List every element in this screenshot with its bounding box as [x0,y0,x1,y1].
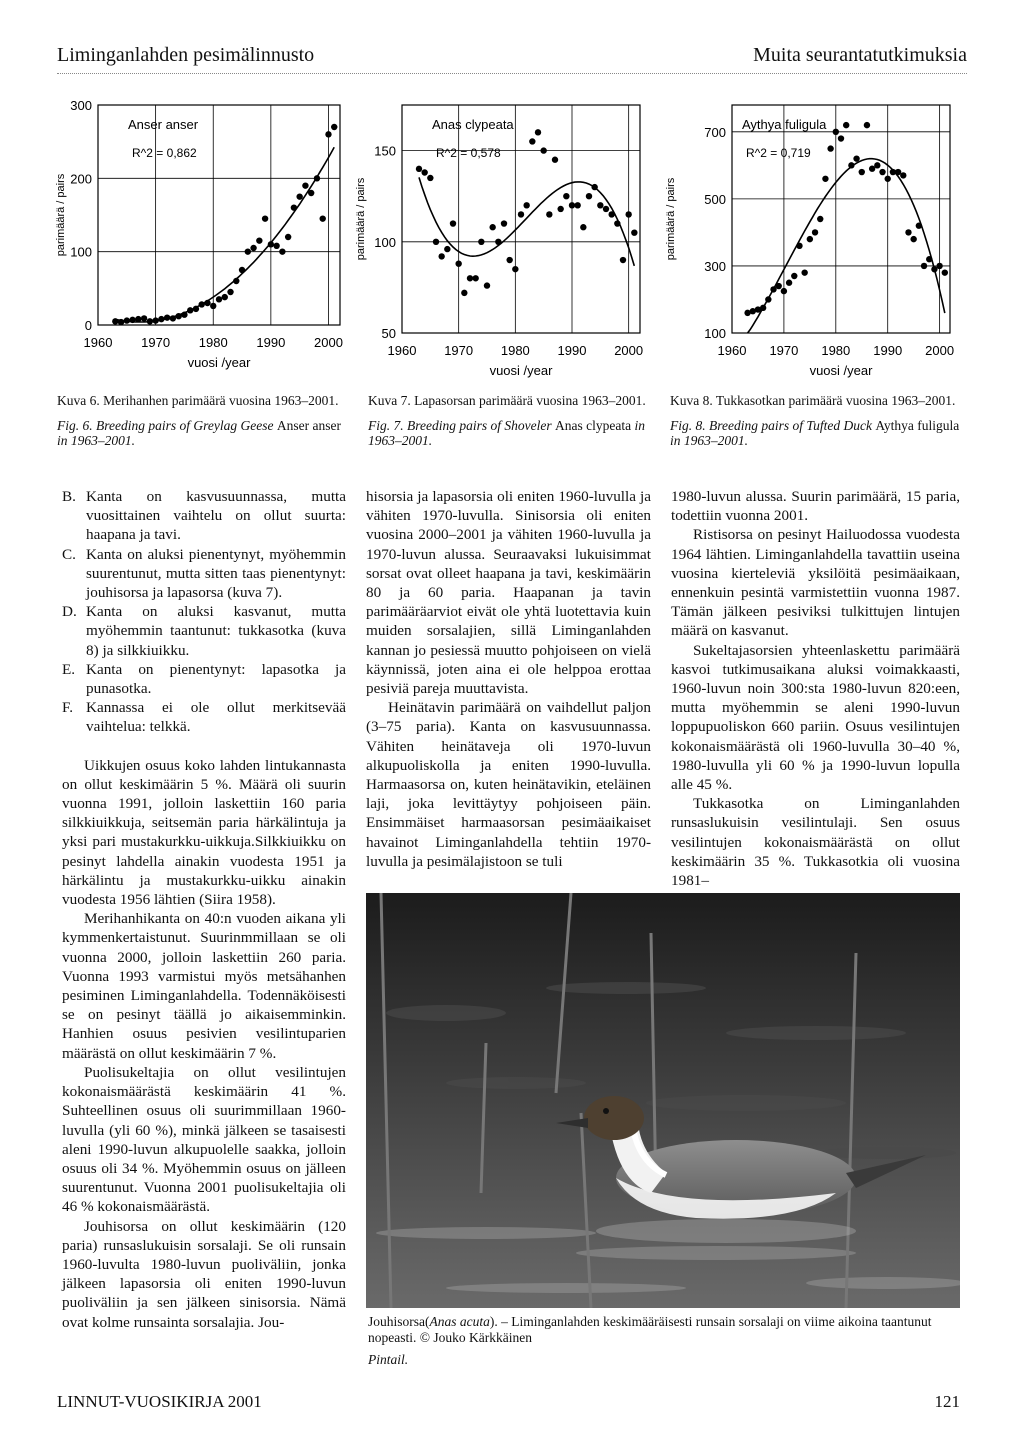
data-point [529,138,535,144]
caption-fi: Kuva 8. Tukkasotkan parimäärä vuosina 1963–2001. [670,393,956,408]
data-point [910,236,916,242]
data-point [580,224,586,230]
data-point [199,301,205,307]
y-tick-label: 0 [84,318,92,333]
photo-caption-species: Anas acuta [429,1314,490,1329]
data-point [540,147,546,153]
data-point [302,182,308,188]
data-point [765,296,771,302]
data-point [245,248,251,254]
y-tick-label: 150 [374,143,396,159]
paragraph: Tukkasotka on Liminganlahden runsaslukuisin vesilintulaji. Sen osuus vesilintujen kokonaismäärästä on ollut keskimäärin 35 %. Tukkasotkia oli vuosina 1981– [671,795,960,890]
list-text: Kannassa ei ole ollut merkitsevää vaihtelua: telkkä. [86,699,346,736]
caption-en [57,418,347,448]
caption-fi: Kuva 7. Lapasorsan parimäärä vuosina 1963–2001. [368,393,646,408]
data-point [791,273,797,279]
data-point [129,317,135,323]
data-point [233,278,239,284]
data-point [141,315,147,321]
x-tick-label: 2000 [614,343,644,358]
data-point [187,307,193,313]
x-tick-label: 2000 [925,343,955,358]
list-text: Kanta on kasvusuunnassa, mutta vuosittainen vaihtelu on ollut suurta: haapana ja tavi. [86,488,346,544]
data-point [438,253,444,259]
chart-svg [350,95,650,380]
caption-en-species: Anser anser [276,418,341,433]
data-point [833,129,839,135]
caption-en [670,418,960,448]
x-axis-label: vuosi /year [809,363,873,378]
data-point [320,215,326,221]
caption-en-species: Anas clypeata [554,418,632,433]
pintail-photo [366,893,960,1308]
data-point [586,193,592,199]
photo-caption-fi [368,1314,962,1346]
paragraph: Uikkujen osuus koko lahden lintukannasta on ollut keskimäärin 5 %. Määrä oli suurin vuonna 1991, jolloin laskettiin 160 paria silkkiuikkuja, seitsemän paria härkälintuja ja yksi pari mustakurkku-uikkuja.Silkkiuikku on pesinyt lahdella ainakin vuodesta 1951 ja härkälintu ja mustakurkku-uikku ainakin vuodesta 1956 lähtien (Siira 1958). [62,756,346,909]
list-letter: E. [62,660,76,678]
caption-en-suffix: in 1963–2001. [368,418,645,448]
photo-caption-suffix: ). – Liminganlahden keskimääräisesti runsain sorsalaji on viime aikoina taantunut nopeasti. © Jouko Kärkkäinen [368,1314,932,1345]
data-point [495,239,501,245]
caption-en-suffix: in 1963–2001. [57,433,136,448]
caption-en-prefix: Fig. 8. Breeding pairs of Tufted Duck [670,418,872,433]
list-text: Kanta on aluksi kasvanut, mutta myöhemmin taantunut: tukkasotka (kuva 8) ja silkkiuikku. [86,603,346,659]
data-point [916,223,922,229]
y-tick-label: 200 [70,171,92,187]
data-point [569,202,575,208]
x-axis-label: vuosi /year [187,355,251,370]
data-point [921,263,927,269]
data-point [546,211,552,217]
figure-caption-7 [368,393,653,458]
x-tick-label: 1970 [444,343,474,358]
r-squared-label: R^2 = 0,578 [436,146,501,160]
chart-greylag [50,95,350,380]
data-point [285,234,291,240]
page-number: 121 [934,1392,960,1411]
x-tick-label: 1970 [769,343,799,358]
data-point [905,229,911,235]
list-item [62,602,346,660]
data-point [900,172,906,178]
species-label: Aythya fuligula [742,117,827,132]
trend-category-list [62,487,346,737]
data-point [427,175,433,181]
caption-en-prefix: Fig. 7. Breeding pairs of Shoveler [368,418,552,433]
x-tick-label: 1960 [717,343,747,358]
x-tick-label: 1980 [821,343,851,358]
data-point [518,211,524,217]
data-point [620,257,626,263]
data-point [222,294,228,300]
list-item [62,487,346,545]
paragraph: Jouhisorsa on ollut keskimäärin (120 paria) runsaslukuisin sorsalaji. Se oli runsain 1960-luvulta 1980-luvun puoliväliin, jonka jälkeen lapasorsia oli eniten 1990-luvun puoliväliin ja sen jälkeen sinisorsia. Nämä ovat kolme runsainta sorsalajia. Jou- [62,1217,346,1331]
data-point [781,288,787,294]
photo-caption-en: Pintail. [368,1352,409,1367]
list-letter: B. [62,488,76,505]
data-point [450,220,456,226]
x-tick-label: 1960 [83,335,113,350]
data-point [936,263,942,269]
data-point [801,269,807,275]
y-tick-label: 500 [704,191,726,207]
data-point [614,220,620,226]
data-point [812,229,818,235]
data-point [760,305,766,311]
data-point [864,122,870,128]
paragraph: 1980-luvun alussa. Suurin parimäärä, 15 paria, todettiin vuonna 2001. [671,488,960,525]
data-point [444,246,450,252]
plot-frame [402,105,640,333]
paragraph: Ristisorsa on pesinyt Hailuodossa vuodesta 1964 lähtien. Liminganlahdella tavattiin useina vuosina kierteleviä yksilöitä pesimäaikaan, ennenkuin pesintä varmistettiin vuonna 1987. Tämän jälkeen pesiviksi tulkittujen lintujen määrä on kasvanut. [671,526,960,640]
data-point [193,306,199,312]
data-point [135,316,141,322]
data-point [416,166,422,172]
x-tick-label: 1980 [198,335,228,350]
data-point [291,204,297,210]
data-point [552,157,558,163]
data-point [250,245,256,251]
data-point [478,239,484,245]
data-point [563,193,569,199]
figure-caption-6 [57,393,347,458]
data-point [308,190,314,196]
x-tick-label: 1990 [557,343,587,358]
data-point [170,315,176,321]
x-axis-label: vuosi /year [489,363,553,378]
data-point [838,135,844,141]
x-tick-label: 1990 [873,343,903,358]
data-point [175,313,181,319]
y-tick-label: 700 [704,124,726,140]
data-point [591,184,597,190]
data-point [776,283,782,289]
chart-tufted-duck [660,95,960,380]
data-point [625,211,631,217]
y-tick-label: 100 [704,326,726,341]
list-letter: F. [62,699,74,717]
data-point [273,243,279,249]
data-point [807,236,813,242]
data-point [557,206,563,212]
data-point [817,216,823,222]
chart-shoveler [350,95,650,380]
paragraph: Merihanhikanta on 40:n vuoden aikana yli kymmenkertaistunut. Suurinmmillaan se oli vuonna 2000, jolloin laskettiin 260 paria. Vuonna 1993 varmistui myös metsähanhen pesiminen Liminganlahdella. Todennäköisesti se on pesinyt täällä jo aikaisemminkin. Hanhien osuus pesivien vesilintuparien määrästä on ollut keskimäärin 7 %. [62,910,346,1062]
caption-fi: Kuva 6. Merihanhen parimäärä vuosina 1963–2001. [57,393,339,408]
data-point [158,316,164,322]
data-point [112,318,118,324]
caption-en-species: Aythya fuligula [875,418,960,433]
list-item [62,698,346,736]
y-axis-label: parimäärä / pairs [665,177,677,261]
chart-svg [50,95,350,380]
photo-caption-prefix: Jouhisorsa( [368,1314,430,1329]
list-item [62,545,346,603]
photo-caption [368,1314,962,1374]
list-text: Kanta on aluksi pienentynyt, myöhemmin suurentunut, mutta sitten taas pienentynyt: jouhisorsa ja lapasorsa (kuva 7). [86,545,346,602]
data-point [574,202,580,208]
data-point [239,267,245,273]
data-point [210,303,216,309]
data-point [331,124,337,130]
data-point [279,248,285,254]
chart-svg [660,95,960,380]
data-point [848,162,854,168]
data-point [152,317,158,323]
text-column-2 [366,487,651,871]
caption-en [368,418,653,448]
species-label: Anser anser [128,117,199,132]
data-point [506,257,512,263]
list-text: Kanta on pienentynyt: lapasotka ja punasotka. [86,660,346,698]
r-squared-label: R^2 = 0,719 [746,146,811,160]
y-axis-label: parimäärä / pairs [355,177,367,261]
y-tick-label: 50 [381,326,396,341]
x-tick-label: 2000 [314,335,343,350]
data-point [874,162,880,168]
species-label: Anas clypeata [432,117,514,132]
y-tick-label: 300 [704,258,726,274]
data-point [597,202,603,208]
plot-frame [98,105,340,325]
data-point [124,317,130,323]
data-point [827,145,833,151]
data-point [879,169,885,175]
x-tick-label: 1970 [141,335,171,350]
data-point [461,290,467,296]
data-point [853,155,859,161]
header-left: Liminganlahden pesimälinnusto [57,44,315,66]
data-point [859,169,865,175]
pintail-photo-illustration [366,893,960,1308]
header-right: Muita seurantatutkimuksia [753,44,967,66]
data-point [484,282,490,288]
y-tick-label: 300 [70,98,92,113]
list-letter: D. [62,603,77,621]
running-header [57,40,967,74]
x-tick-label: 1960 [387,343,417,358]
data-point [433,239,439,245]
data-point [523,202,529,208]
data-point [489,224,495,230]
data-point [204,300,210,306]
data-point [501,220,507,226]
data-point [786,280,792,286]
y-tick-label: 100 [70,244,92,260]
data-point [926,256,932,262]
data-point [256,237,262,243]
data-point [314,175,320,181]
data-point [421,169,427,175]
text-column-1 [62,487,346,1332]
data-point [472,275,478,281]
data-point [296,193,302,199]
caption-en-prefix: Fig. 6. Breeding pairs of Greylag Geese [57,418,274,433]
data-point [216,296,222,302]
data-point [885,176,891,182]
data-point [268,241,274,247]
data-point [603,206,609,212]
paragraph: Sukeltajasorsien yhteenlaskettu parimäärä kasvoi tutkimusaikana aluksi voimakkaasti, 1960-luvun noin 300:sta 1980-luvun 820:een, mutta myöhemmin se aleni 1990-luvun loppupuoliskon 660 pariin. Osuus vesilintujen kokonaismäärästä oli 1960-luvulla 30–40 %, 1980-luvulla yli 60 % ja 1990-luvun lopulla alle 45 %. [671,641,960,794]
data-point [535,129,541,135]
text-column-3 [671,487,960,890]
trend-curve [748,159,945,333]
footer-publication: LINNUT-VUOSIKIRJA 2001 [57,1392,262,1411]
data-point [455,260,461,266]
data-point [467,275,473,281]
list-letter: C. [62,545,76,563]
data-point [118,319,124,325]
data-point [796,243,802,249]
figure-caption-8 [670,393,960,458]
y-axis-label: parimäärä / pairs [55,173,67,257]
x-tick-label: 1980 [500,343,530,358]
data-point [942,269,948,275]
data-point [325,131,331,137]
data-point [262,215,268,221]
data-point [512,266,518,272]
data-point [608,211,614,217]
data-point [147,318,153,324]
paragraph: Puolisukeltajia on ollut vesilintujen kokonaismäärästä keskimäärin 41 %. Suhteellinen osuus oli suurimmillaan 1960-luvulla (yli 60 %), minkä jälkeen se tasaisesti aleni 1990-luvun alkupuolelle saakka, jolloin osuus oli 34 %. Myöhemmin osuus on jälleen suurentunut. Vuonna 2001 puolisukeltajia oli 46 % kokonaismäärästä. [62,1063,346,1216]
data-point [164,314,170,320]
paragraph: hisorsia ja lapasorsia oli eniten 1960-luvulla ja vähiten 1970-luvulla. Sinisorsia oli eniten vuosina 2000–2001 ja vähiten 1960-luvulla ja 1970-luvun alussa. Seuraavaksi lukuisimmat sorsat ovat olleet haapana ja tavi, keskimäärin 80 ja 60 paria. Haapanan ja tavin parimääräarviot eivät ole yhtä luotettavia kuin muiden sorsalajien, sillä Liminganlahden kannan jo pesiessä muutto pohjoiseen on vielä käynnissä, joten aina ei ole helppoa erottaa pesiviä pareja muuttavista. [366,488,651,698]
list-item [62,660,346,698]
y-tick-label: 100 [374,234,396,250]
data-point [843,122,849,128]
data-point [227,289,233,295]
data-point [631,229,637,235]
x-tick-label: 1990 [256,335,286,350]
data-point [181,312,187,318]
caption-en-suffix: in 1963–2001. [670,433,749,448]
r-squared-label: R^2 = 0,862 [132,146,197,160]
data-point [822,176,828,182]
paragraph: Heinätavin parimäärä on vaihdellut paljon (3–75 paria). Kanta on kasvusuunnassa. Vähiten heinätaveja oli 1970-luvun alkupuoliskolla ja eniten 1990-luvulla. Harmaasorsa on, kuten heinätavikin, eteläinen laji, joka levittäytyy pohjoiseen päin. Ensimmäiset harmaasorsan pesimäaikaiset havainot Liminganlahdella tehtiin 1970-luvulla ja pesimälajistoon se tuli [366,699,651,870]
